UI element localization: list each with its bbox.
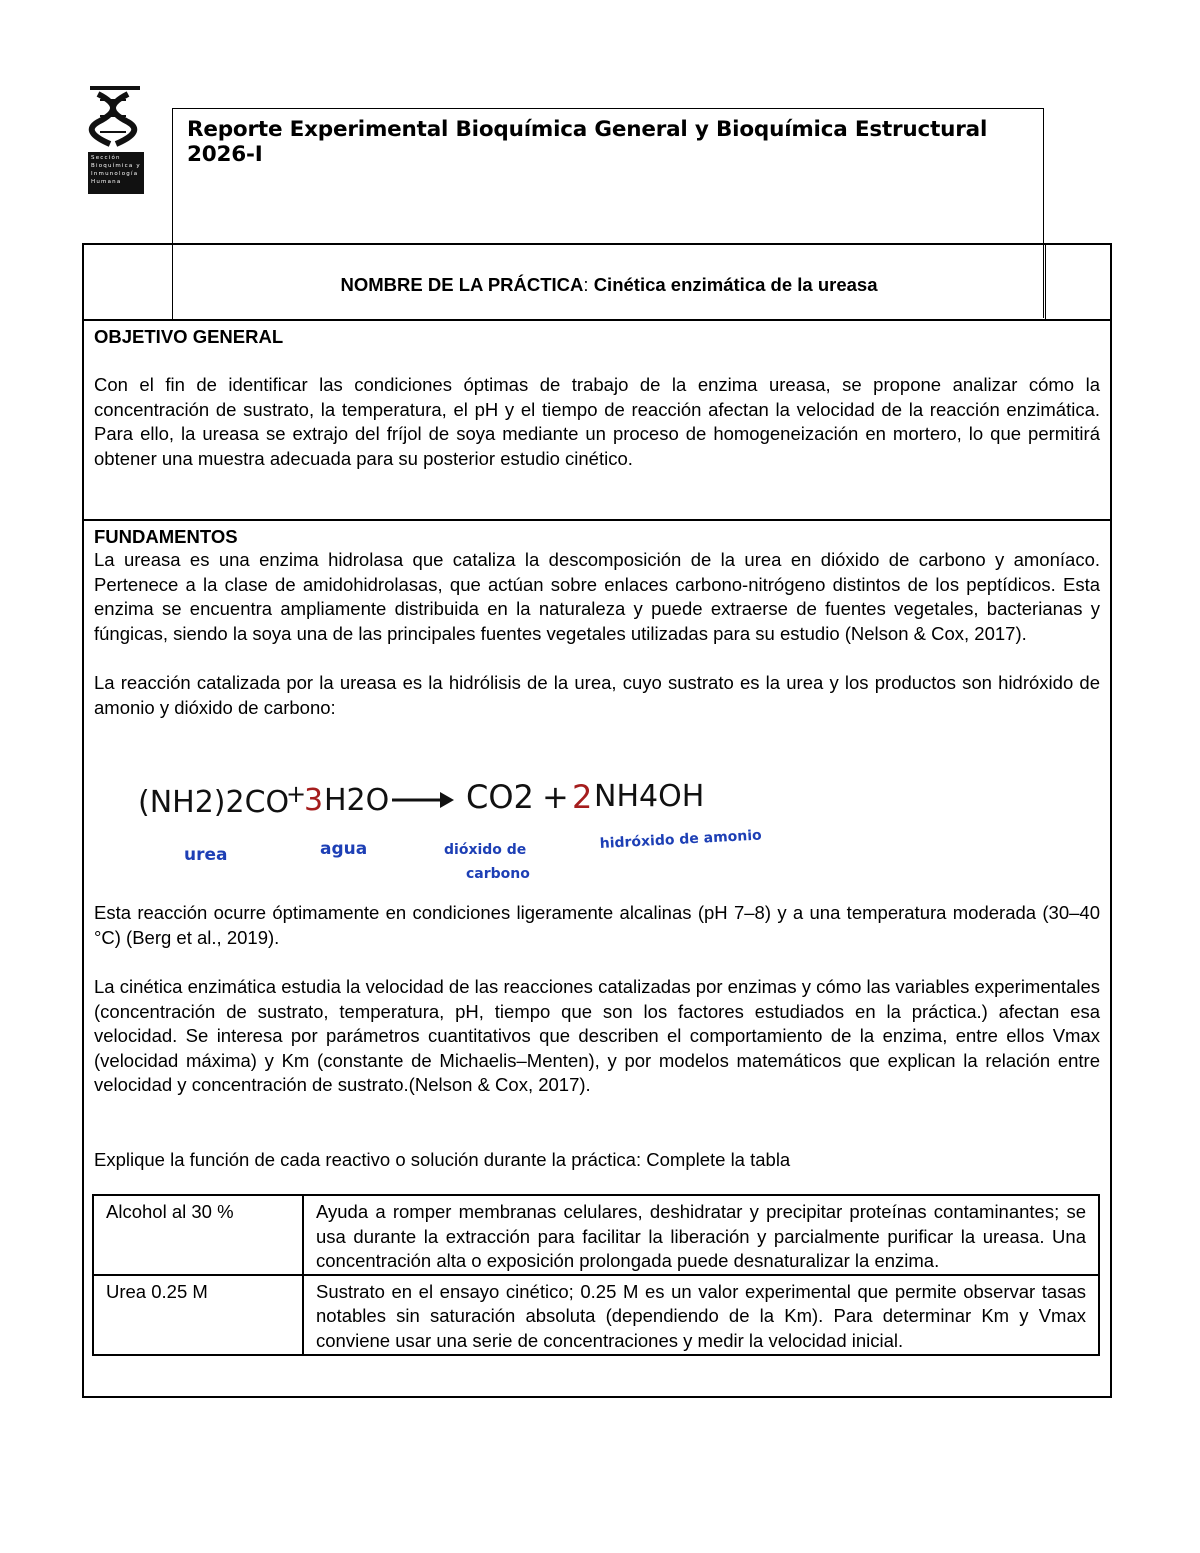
eq-plus-2: + xyxy=(542,778,569,816)
eq-label-urea: urea xyxy=(184,845,228,865)
eq-product-co2: CO2 xyxy=(466,778,534,816)
logo-caption xyxy=(88,152,144,194)
fundamentos-paragraph-1: La ureasa es una enzima hidrolasa que cataliza la descomposición de la urea en dióxido de carbono y amoníaco. Pertenece a la clase de amidohidrolasas, que actúan sobre enlaces carbono-nitrógeno distintos de los peptídicos. Esta enzima se encuentra ampliamente distribuida en la naturaleza y puede extraerse de fuentes vegetales, bacterianas y fúngicas, siendo la soya una de las principales fuentes vegetales utilizadas para su estudio (Nelson & Cox, 2017). xyxy=(94,549,1100,644)
report-title: Reporte Experimental Bioquímica General y Bioquímica Estructural 2026-I xyxy=(187,117,988,167)
eq-reactant-water: H2O xyxy=(324,783,390,818)
report-body xyxy=(82,243,1112,1398)
reagent-name: Alcohol al 30 % xyxy=(93,1195,303,1275)
practice-name: Cinética enzimática de la ureasa xyxy=(593,274,878,295)
fundamentos-section xyxy=(84,521,1110,1396)
eq-label-agua: agua xyxy=(320,839,368,859)
fundamentos-heading: FUNDAMENTOS xyxy=(94,526,238,547)
eq-label-nh4oh: hidróxido de amonio xyxy=(599,827,763,852)
eq-plus-1: + xyxy=(286,780,307,808)
eq-reactant-urea: (NH2)2CO xyxy=(138,785,290,820)
reagent-name: Urea 0.25 M xyxy=(93,1275,303,1355)
logo-line: Humana xyxy=(91,179,122,185)
reagent-function: Sustrato en el ensayo cinético; 0.25 M es un valor experimental que permite observar tasas notables sin saturación absoluta (dependiendo de la Km). Para determinar Km y Vmax conviene usar una serie de concentraciones y medir la velocidad inicial. xyxy=(303,1275,1099,1355)
logo-line: Inmunología xyxy=(91,171,139,177)
table-row xyxy=(93,1195,1099,1275)
eq-arrow-head xyxy=(440,792,454,808)
reaction-equation xyxy=(122,750,802,895)
reagents-table xyxy=(92,1194,1100,1356)
logo-line: Bioquímica y xyxy=(91,163,141,169)
eq-product-nh4oh: NH4OH xyxy=(594,779,705,814)
reagent-function: Ayuda a romper membranas celulares, deshidratar y precipitar proteínas contaminantes; se usa durante la extracción para facilitar la liberación y parcialmente purificar la ureasa. Una concentración alta o exposición prolongada puede desnaturalizar la enzima. xyxy=(303,1195,1099,1275)
practice-label: NOMBRE DE LA PRÁCTICA xyxy=(340,274,584,295)
practice-separator: : xyxy=(583,274,589,295)
logo-line: Sección xyxy=(91,155,121,161)
practice-row xyxy=(84,245,1110,321)
eq-label-co2-line1: dióxido de xyxy=(444,842,527,858)
objetivo-heading: OBJETIVO GENERAL xyxy=(94,326,284,347)
fundamentos-paragraph-5: Explique la función de cada reactivo o solución durante la práctica: Complete la tabla xyxy=(94,1149,791,1170)
table-row xyxy=(93,1275,1099,1355)
practice-title xyxy=(173,274,1045,296)
fundamentos-paragraph-4: La cinética enzimática estudia la velocidad de las reacciones catalizadas por enzimas y cómo las variables experimentales (concentración de sustrato, temperatura, pH, tiempo que son los factores estudiados en la práctica.) afectan esa velocidad. Se interesa por parámetros cuantitativos que describen el comportamiento de la enzima, entre ellos Vmax (velocidad máxima) y Km (constante de Michaelis–Menten), y por modelos matemáticos que explican la relación entre velocidad y concentración de sustrato.(Nelson & Cox, 2017). xyxy=(94,976,1100,1096)
eq-label-co2-line2: carbono xyxy=(466,866,530,882)
eq-coef-ammonium: 2 xyxy=(572,778,593,816)
objetivo-section xyxy=(84,321,1110,521)
fundamentos-paragraph-3: Esta reacción ocurre óptimamente en condiciones ligeramente alcalinas (pH 7–8) y a una temperatura moderada (30–40 °C) (Berg et al., 2019). xyxy=(94,902,1100,948)
practice-cell xyxy=(172,245,1046,319)
eq-coef-water: 3 xyxy=(304,783,324,818)
objetivo-text: Con el fin de identificar las condiciones óptimas de trabajo de la enzima ureasa, se propone analizar cómo la concentración de sustrato, la temperatura, el pH y el tiempo de reacción afectan la velocidad de la reacción enzimática. Para ello, la ureasa se extrajo del fríjol de soya mediante un proceso de homogeneización en mortero, lo que permitirá obtener una muestra adecuada para su posterior estudio cinético. xyxy=(94,374,1100,469)
fundamentos-paragraph-2: La reacción catalizada por la ureasa es la hidrólisis de la urea, cuyo sustrato es la urea y los productos son hidróxido de amonio y dióxido de carbono: xyxy=(94,671,1100,718)
